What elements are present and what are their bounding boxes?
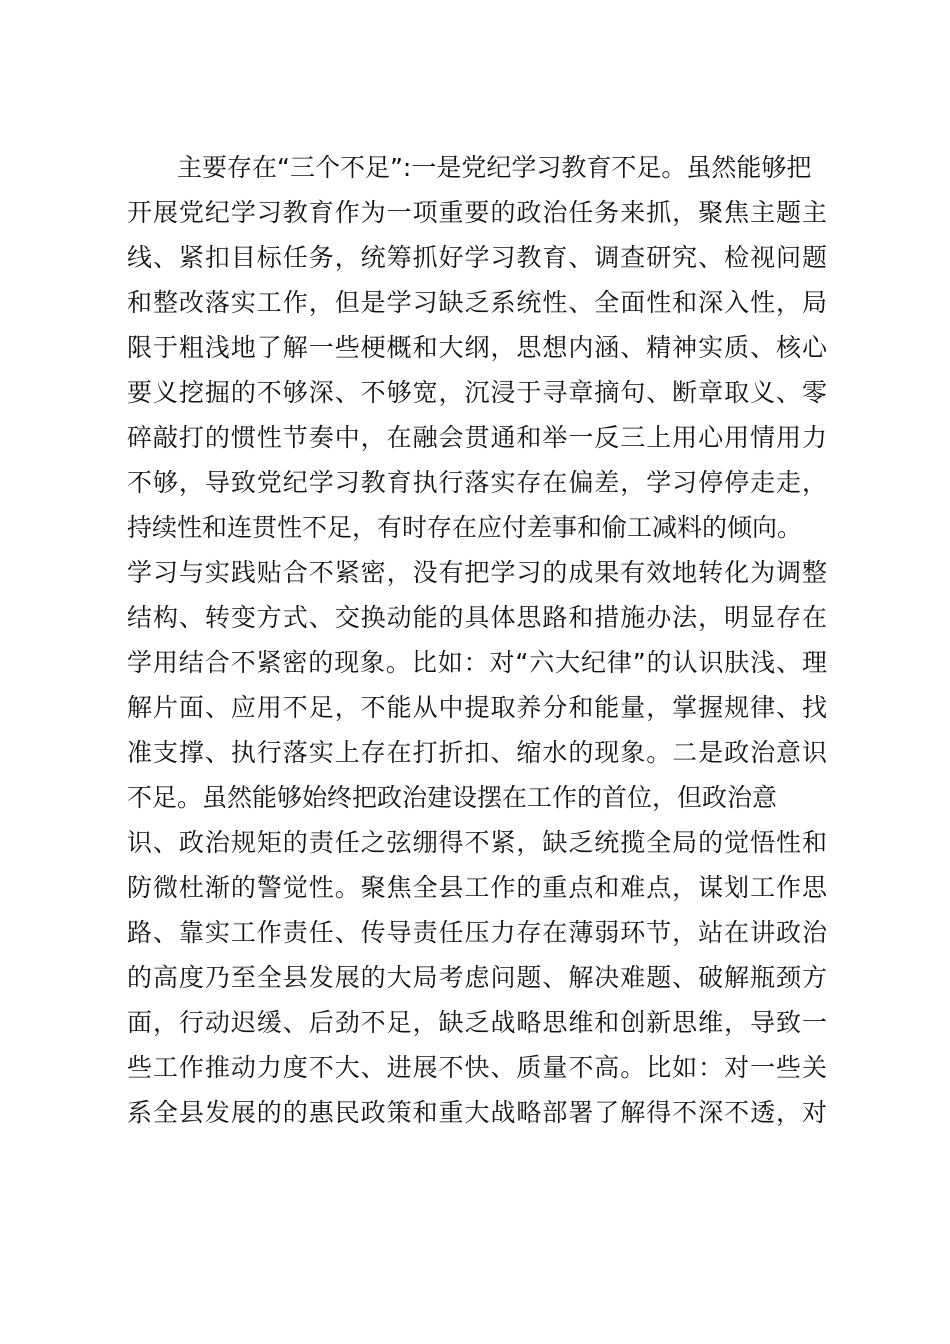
- text-line: 开展党纪学习教育作为一项重要的政治任务来抓，聚焦主题主: [127, 198, 827, 227]
- text-line: 防微杜渐的警觉性。聚焦全县工作的重点和难点，谋划工作思: [127, 873, 827, 902]
- text-line: 解片面、应用不足，不能从中提取养分和能量，掌握规律、找: [127, 693, 827, 722]
- text-line: 不够，导致党纪学习教育执行落实存在偏差，学习停停走走，: [127, 468, 827, 497]
- text-line: 持续性和连贯性不足，有时存在应付差事和偷工减料的倾向。: [127, 513, 803, 542]
- text-line: 不足。虽然能够始终把政治建设摆在工作的首位，但政治意: [127, 783, 778, 812]
- text-line: 识、政治规矩的责任之弦绷得不紧，缺乏统揽全局的觉悟性和: [127, 828, 827, 857]
- body-paragraph: [127, 145, 827, 1135]
- text-line: 准支撑、执行落实上存在打折扣、缩水的现象。二是政治意识: [127, 738, 827, 767]
- text-line: 限于粗浅地了解一些梗概和大纲，思想内涵、精神实质、核心: [127, 333, 827, 362]
- text-line: 碎敲打的惯性节奏中，在融会贯通和举一反三上用心用情用力: [127, 423, 827, 452]
- text-line: 要义挖掘的不够深、不够宽，沉浸于寻章摘句、断章取义、零: [127, 378, 827, 407]
- text-line: 和整改落实工作，但是学习缺乏系统性、全面性和深入性，局: [127, 288, 827, 317]
- text-line: 系全县发展的的惠民政策和重大战略部署了解得不深不透，对: [127, 1098, 827, 1127]
- text-line: 的高度乃至全县发展的大局考虑问题、解决难题、破解瓶颈方: [127, 963, 827, 992]
- text-line: 线、紧扣目标任务，统筹抓好学习教育、调查研究、检视问题: [127, 243, 827, 272]
- text-line: 路、靠实工作责任、传导责任压力存在薄弱环节，站在讲政治: [127, 918, 827, 947]
- text-line: 学习与实践贴合不紧密，没有把学习的成果有效地转化为调整: [127, 558, 827, 587]
- text-line: 学用结合不紧密的现象。比如：对“六大纪律”的认识肤浅、理: [127, 648, 827, 677]
- text-line: 结构、转变方式、交换动能的具体思路和措施办法，明显存在: [127, 603, 827, 632]
- text-line: 面，行动迟缓、后劲不足，缺乏战略思维和创新思维，导致一: [127, 1008, 827, 1037]
- text-line: 些工作推动力度不大、进展不快、质量不高。比如：对一些关: [127, 1053, 827, 1082]
- text-line: 主要存在“三个不足”:一是党纪学习教育不足。虽然能够把: [177, 153, 812, 182]
